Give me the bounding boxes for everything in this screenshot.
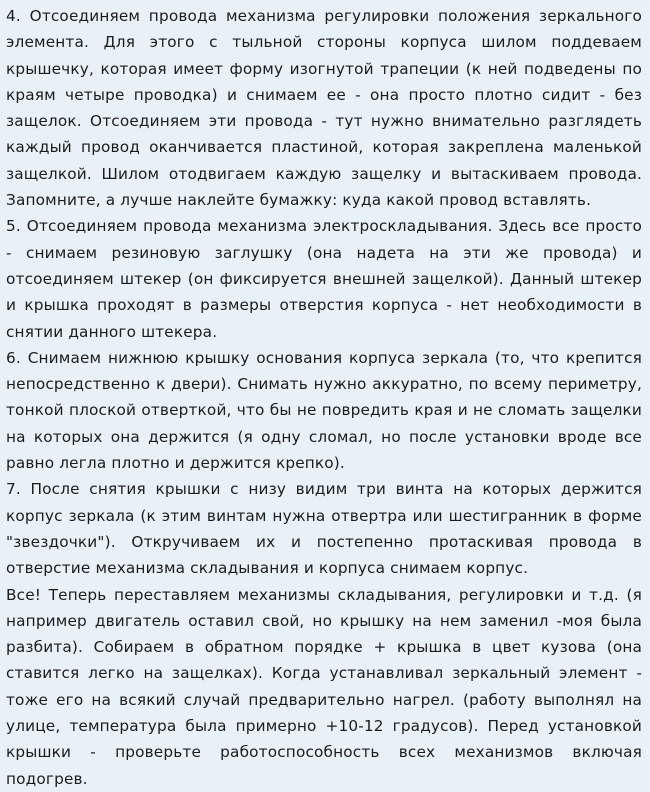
step-7-paragraph: 7. После снятия крышки с низу видим три винта на которых держится корпус зеркала (к этим винтам нужна отвертра или шестигранник в форме "звездочки"). Откручиваем их и постепенно протаскивая провода в отверстие механизма складывания и корпуса снимаем корпус.: [6, 480, 642, 578]
final-paragraph: Все! Теперь переставляем механизмы складывания, регулировки и т.д. (я например двигатель оставил свой, но крышку на нем заменил -моя была разбита). Собираем в обратном порядке + крышка в цвет кузова (она ставится легко на защелках). Когда устанавливал зеркальный элемент - тоже его на всякий случай предварительно нагрел. (работу выполнял на улице, температура была примерно +10-12 градусов). Перед установкой крышки - проверьте работоспособность всех механизмов включая подогрев.: [6, 585, 642, 788]
instructions-text: [6, 3, 642, 792]
step-4-paragraph: 4. Отсоединяем провода механизма регулировки положения зеркального элемента. Для этого с тыльной стороны корпуса шилом поддеваем крышечку, которая имеет форму изогнутой трапеции (к ней подведены по краям четыре проводка) и снимаем ее - она просто плотно сидит - без защелок. Отсоединяем эти провода - тут нужно внимательно разглядеть каждый провод оканчивается пластиной, которая закреплена маленькой защелкой. Шилом отодвигаем каждую защелку и вытаскиваем провода. Запомните, а лучше наклейте бумажку: куда какой провод вставлять.: [6, 7, 642, 210]
step-6-paragraph: 6. Снимаем нижнюю крышку основания корпуса зеркала (то, что крепится непосредственно к двери). Снимать нужно аккуратно, по всему периметру, тонкой плоской отверткой, что бы не повредить края и не сломать защелки на которых она держится (я одну сломал, но после установки вроде все равно легла плотно и держится крепко).: [6, 348, 642, 473]
step-5-paragraph: 5. Отсоединяем провода механизма электроскладывания. Здесь все просто - снимаем резиновую заглушку (она надета на эти же провода) и отсоединяем штекер (он фиксируется внешней защелкой). Данный штекер и крышка проходят в размеры отверстия корпуса - нет необходимости в снятии данного штекера.: [6, 217, 642, 341]
